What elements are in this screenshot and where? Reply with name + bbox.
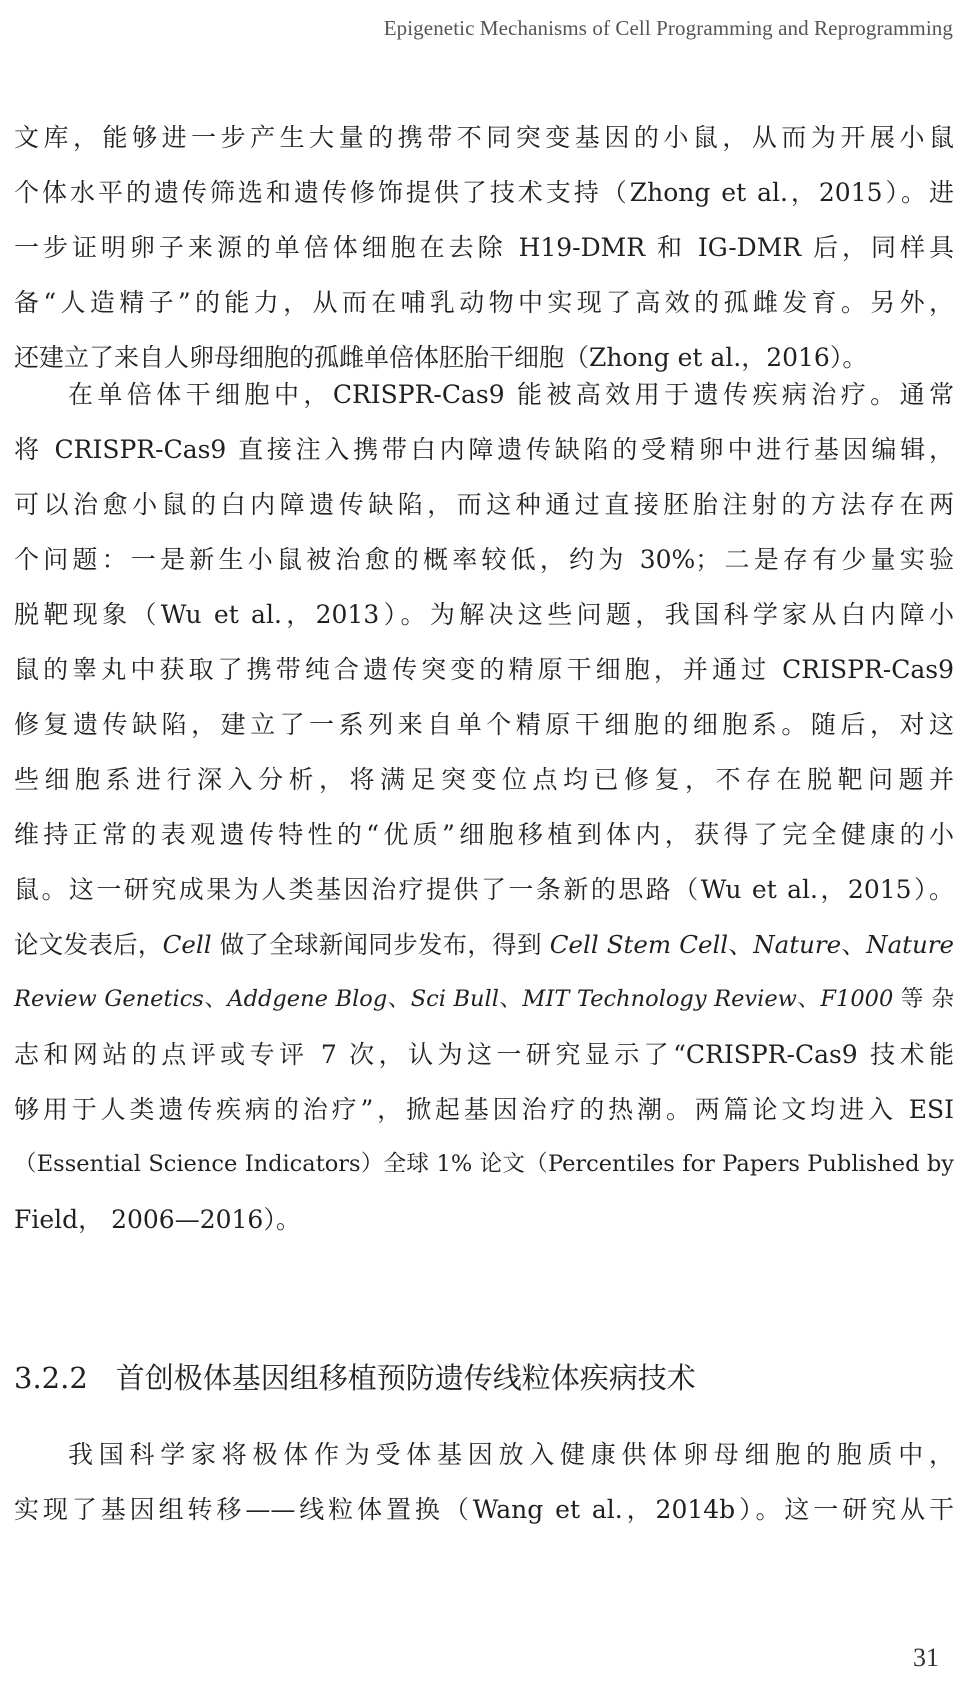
text-line: 维持正常的表观遗传特性的“优质”细胞移植到体内，获得了完全健康的小 [14,820,954,849]
paragraph-crispr [14,367,954,1247]
text-line: 还建立了来自人卵母细胞的孤雌单倍体胚胎干细胞（Zhong et al.，2016）。 [14,343,868,372]
text-run: 、 [796,986,821,1012]
journal-name: Sci Bull [410,986,499,1012]
text-line: 脱靶现象（Wu et al.，2013）。为解决这些问题，我国科学家从白内障小 [14,600,954,629]
text-line: （Essential Science Indicators）全球 1% 论文（Percentiles for Papers Published by [14,1151,954,1177]
text-run: 、 [387,986,411,1012]
text-line-journals [14,917,954,972]
text-run: 论文发表后， [14,930,163,959]
text-line: 志和网站的点评或专评 7 次，认为这一研究显示了“CRISPR-Cas9 技术能 [14,1040,954,1069]
text-line: 个体水平的遗传筛选和遗传修饰提供了技术支持（Zhong et al.，2015）。进 [14,178,954,207]
text-line: 一步证明卵子来源的单倍体细胞在去除 H19-DMR 和 IG-DMR 后，同样具 [14,233,954,262]
text-line: 我国科学家将极体作为受体基因放入健康供体卵母细胞的胞质中， [68,1440,954,1469]
text-line: 可以治愈小鼠的白内障遗传缺陷，而这种通过直接胚胎注射的方法存在两 [14,490,954,519]
journal-name: Nature [866,930,955,959]
text-line: 将 CRISPR-Cas9 直接注入携带白内障遗传缺陷的受精卵中进行基因编辑， [14,435,954,464]
section-title: 首创极体基因组移植预防遗传线粒体疾病技术 [115,1361,696,1395]
journal-name: Cell [162,930,212,959]
paragraph-haploid-continuation [14,110,954,385]
page-number: 31 [913,1643,939,1672]
text-run: 、 [728,930,754,959]
text-line: 鼠。这一研究成果为人类基因治疗提供了一条新的思路（Wu et al.，2015）。 [14,875,954,904]
journal-name: Cell Stem Cell [549,930,729,959]
text-line: 个问题：一是新生小鼠被治愈的概率较低，约为 30%；二是存有少量实验 [14,545,954,574]
section-heading [14,1356,696,1397]
journal-name: MIT Technology Review [522,986,797,1012]
text-line-journals [14,972,954,1027]
journal-name: F1000 [820,986,894,1012]
text-line: 够用于人类遗传疾病的治疗”，掀起基因治疗的热潮。两篇论文均进入 ESI [14,1095,954,1124]
text-line: 备“人造精子”的能力，从而在哺乳动物中实现了高效的孤雌发育。另外， [14,288,954,317]
journal-name: Addgene Blog [227,986,388,1012]
running-head: Epigenetic Mechanisms of Cell Programming and Reprogramming [383,16,953,40]
text-line: 文库，能够进一步产生大量的携带不同突变基因的小鼠，从而为开展小鼠 [14,123,954,152]
paragraph-polar-body [14,1427,954,1537]
journal-name: Review Genetics [14,986,204,1012]
section-number: 3.2.2 [14,1361,88,1395]
text-run: 、 [498,986,523,1012]
journal-name: Nature [753,930,842,959]
text-run: 等 杂 [893,986,954,1012]
text-line: Field， 2006—2016）。 [14,1205,301,1234]
text-run: 、 [841,930,867,959]
text-line: 修复遗传缺陷，建立了一系列来自单个精原干细胞的细胞系。随后，对这 [14,710,954,739]
text-line: 实现了基因组转移——线粒体置换（Wang et al.，2014b）。这一研究从干 [14,1495,954,1524]
text-line: 在单倍体干细胞中，CRISPR-Cas9 能被高效用于遗传疾病治疗。通常 [68,380,954,409]
text-run: 做了全球新闻同步发布，得到 [211,930,550,959]
text-line: 些细胞系进行深入分析，将满足突变位点均已修复，不存在脱靶问题并 [14,765,954,794]
text-line: 鼠的睾丸中获取了携带纯合遗传突变的精原干细胞，并通过 CRISPR-Cas9 [14,655,954,684]
text-run: 、 [203,986,228,1012]
